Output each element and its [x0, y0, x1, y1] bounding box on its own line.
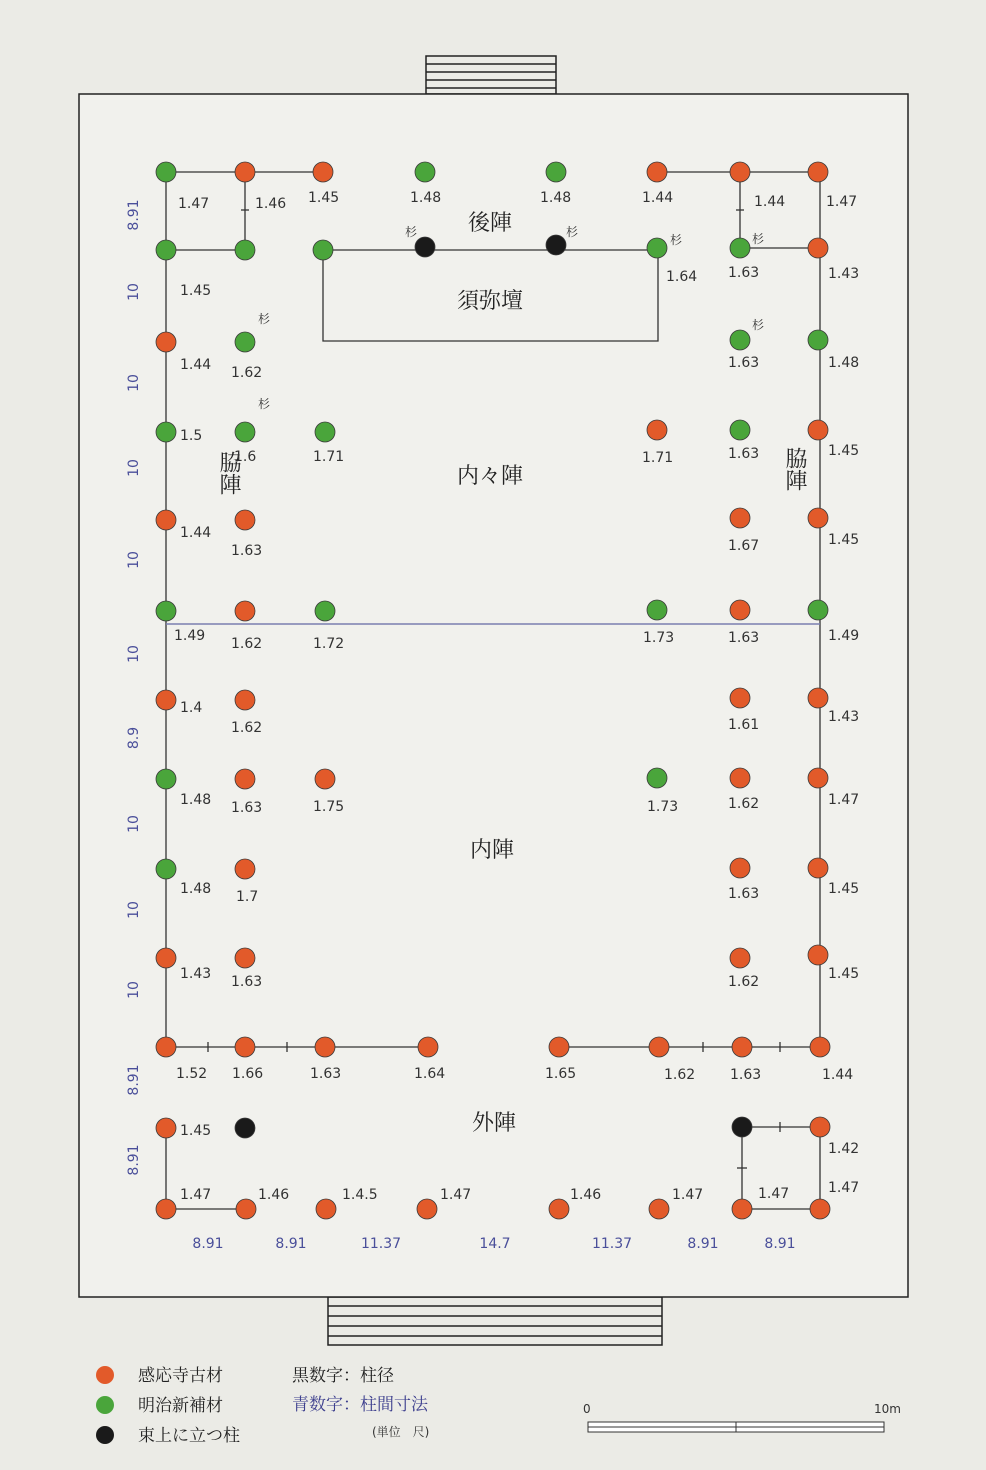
column-old-material: [156, 1118, 176, 1138]
column-old-material: [730, 688, 750, 708]
column-old-material: [647, 420, 667, 440]
spacing-label: 8.91: [192, 1236, 224, 1252]
diameter-label: 1.48: [180, 881, 212, 897]
diameter-label: 1.63: [728, 355, 760, 371]
legend-meiji-material-label: 明治新補材: [138, 1396, 223, 1416]
diameter-label: 1.66: [232, 1066, 264, 1082]
diameter-label: 1.49: [174, 628, 206, 644]
diameter-label: 1.45: [180, 283, 212, 299]
diameter-label: 1.47: [440, 1187, 472, 1203]
diameter-label: 1.6: [234, 449, 257, 465]
column-old-material: [810, 1199, 830, 1219]
column-old-material: [156, 332, 176, 352]
diameter-label: 1.46: [570, 1187, 602, 1203]
diameter-label: 1.62: [664, 1067, 696, 1083]
column-old-material: [730, 858, 750, 878]
column-meiji-material: [156, 859, 176, 879]
sugi-label: 杉: [258, 397, 271, 411]
column-old-material: [730, 768, 750, 788]
sugi-label: 杉: [405, 225, 418, 239]
diameter-label: 1.73: [643, 630, 675, 646]
column-old-material: [649, 1037, 669, 1057]
sugi-label: 杉: [566, 225, 579, 239]
column-old-material: [808, 420, 828, 440]
column-old-material: [549, 1037, 569, 1057]
column-old-material: [810, 1037, 830, 1057]
column-old-material: [808, 238, 828, 258]
column-old-material: [730, 508, 750, 528]
legend-black-numbers: 黒数字：柱径: [292, 1366, 394, 1386]
spacing-label: 10: [126, 981, 142, 999]
column-meiji-material: [313, 240, 333, 260]
sugi-label: 杉: [258, 312, 271, 326]
diameter-label: 1.49: [828, 628, 860, 644]
legend-tsuka-post-label: 束上に立つ柱: [138, 1426, 240, 1446]
diameter-label: 1.48: [540, 190, 572, 206]
diameter-label: 1.7: [236, 889, 259, 905]
diameter-label: 1.44: [180, 525, 212, 541]
column-old-material: [235, 769, 255, 789]
column-meiji-material: [156, 422, 176, 442]
spacing-label: 8.91: [126, 1144, 142, 1176]
diameter-label: 1.44: [642, 190, 674, 206]
spacing-label: 8.91: [126, 1064, 142, 1096]
column-meiji-material: [647, 768, 667, 788]
diameter-label: 1.64: [414, 1066, 446, 1082]
column-old-material: [417, 1199, 437, 1219]
column-tsuka-post: [732, 1117, 752, 1137]
column-old-material: [418, 1037, 438, 1057]
spacing-label: 10: [126, 645, 142, 663]
room-label-nainaijin: 内々陣: [456, 464, 524, 489]
spacing-label: 10: [126, 551, 142, 569]
column-meiji-material: [808, 330, 828, 350]
column-tsuka-post: [235, 1118, 255, 1138]
diameter-label: 1.73: [647, 799, 679, 815]
column-old-material: [316, 1199, 336, 1219]
room-label-shumidan: 須弥壇: [456, 289, 524, 314]
diameter-label: 1.62: [728, 974, 760, 990]
diameter-label: 1.63: [231, 800, 263, 816]
column-meiji-material: [546, 162, 566, 182]
diameter-label: 1.63: [310, 1066, 342, 1082]
diameter-label: 1.48: [180, 792, 212, 808]
column-old-material: [549, 1199, 569, 1219]
legend-meiji-material-swatch: [96, 1396, 114, 1414]
diameter-label: 1.47: [828, 1180, 860, 1196]
diameter-label: 1.75: [313, 799, 345, 815]
column-tsuka-post: [415, 237, 435, 257]
column-meiji-material: [235, 422, 255, 442]
spacing-label: 8.91: [275, 1236, 307, 1252]
rear-steps: [426, 56, 556, 94]
diameter-label: 1.71: [313, 449, 345, 465]
spacing-label: 10: [126, 459, 142, 477]
scale-start-label: 0: [583, 1402, 591, 1416]
spacing-label: 10: [126, 815, 142, 833]
column-meiji-material: [156, 240, 176, 260]
diameter-label: 1.48: [410, 190, 442, 206]
column-old-material: [647, 162, 667, 182]
diameter-label: 1.62: [231, 720, 263, 736]
horizontal-spacing-labels: [192, 1236, 795, 1252]
spacing-label: 11.37: [591, 1236, 633, 1252]
diameter-label: 1.47: [758, 1186, 790, 1202]
column-meiji-material: [808, 600, 828, 620]
diameter-label: 1.65: [545, 1066, 577, 1082]
column-old-material: [315, 769, 335, 789]
legend-old-material-swatch: [96, 1366, 114, 1384]
diameter-label: 1.52: [176, 1066, 208, 1082]
diameter-label: 1.63: [728, 265, 760, 281]
spacing-label: 10: [126, 374, 142, 392]
scale-bar: [583, 1402, 901, 1432]
column-old-material: [235, 510, 255, 530]
diameter-label: 1.44: [180, 357, 212, 373]
column-old-material: [808, 688, 828, 708]
wakijin-left-text: 脇陣: [197, 451, 241, 476]
diameter-label: 1.63: [231, 543, 263, 559]
column-old-material: [156, 1199, 176, 1219]
spacing-label: 8.91: [126, 199, 142, 231]
column-old-material: [235, 859, 255, 879]
sugi-label: 杉: [670, 233, 683, 247]
diameter-label: 1.46: [258, 1187, 290, 1203]
diameter-label: 1.5: [180, 428, 203, 444]
column-old-material: [732, 1037, 752, 1057]
diameter-label: 1.64: [666, 269, 698, 285]
diameter-label: 1.63: [231, 974, 263, 990]
diameter-label: 1.67: [728, 538, 760, 554]
diameter-label: 1.47: [828, 792, 860, 808]
diameter-label: 1.47: [180, 1187, 212, 1203]
column-meiji-material: [235, 332, 255, 352]
spacing-label: 8.9: [126, 726, 142, 750]
diameter-label: 1.71: [642, 450, 674, 466]
diameter-label: 1.62: [231, 365, 263, 381]
column-meiji-material: [156, 601, 176, 621]
column-old-material: [808, 162, 828, 182]
diameter-label: 1.48: [828, 355, 860, 371]
column-meiji-material: [156, 162, 176, 182]
diameter-label: 1.62: [728, 796, 760, 812]
column-old-material: [156, 1037, 176, 1057]
sugi-label: 杉: [752, 232, 765, 246]
spacing-label: 10: [126, 901, 142, 919]
column-old-material: [236, 1199, 256, 1219]
diameter-label: 1.44: [822, 1067, 854, 1083]
spacing-label: 11.37: [360, 1236, 402, 1252]
diameter-label: 1.42: [828, 1141, 860, 1157]
column-meiji-material: [415, 162, 435, 182]
legend: [96, 1366, 429, 1446]
diameter-label: 1.46: [255, 196, 287, 212]
diameter-label: 1.4.5: [342, 1187, 378, 1203]
diameter-label: 1.61: [728, 717, 760, 733]
diameter-label: 1.63: [728, 630, 760, 646]
diameter-label: 1.47: [672, 1187, 704, 1203]
column-old-material: [730, 162, 750, 182]
wakijin-right-text: 脇陣: [763, 447, 807, 472]
legend-old-material-label: 感応寺古材: [138, 1366, 223, 1386]
column-old-material: [732, 1199, 752, 1219]
diameter-label: 1.43: [180, 966, 212, 982]
diameter-label: 1.45: [828, 532, 860, 548]
column-tsuka-post: [546, 235, 566, 255]
diameter-label: 1.62: [231, 636, 263, 652]
column-old-material: [808, 858, 828, 878]
column-old-material: [808, 768, 828, 788]
column-old-material: [156, 690, 176, 710]
diameter-label: 1.47: [178, 196, 210, 212]
diameter-label: 1.45: [828, 443, 860, 459]
diameter-label: 1.44: [754, 194, 786, 210]
room-label-naijin: 内陣: [469, 838, 515, 863]
column-old-material: [235, 1037, 255, 1057]
column-meiji-material: [315, 422, 335, 442]
spacing-label: 8.91: [687, 1236, 719, 1252]
column-meiji-material: [647, 238, 667, 258]
scale-end-label: 10m: [874, 1402, 901, 1416]
column-old-material: [808, 508, 828, 528]
column-meiji-material: [315, 601, 335, 621]
column-old-material: [156, 948, 176, 968]
diameter-label: 1.47: [826, 194, 858, 210]
diameter-label: 1.45: [180, 1123, 212, 1139]
legend-blue-numbers: 青数字：柱間寸法: [292, 1395, 428, 1415]
column-old-material: [235, 690, 255, 710]
room-label-gejin: 外陣: [471, 1111, 517, 1136]
column-meiji-material: [730, 238, 750, 258]
sugi-label: 杉: [752, 318, 765, 332]
diameter-label: 1.45: [828, 966, 860, 982]
spacing-label: 10: [126, 283, 142, 301]
column-old-material: [649, 1199, 669, 1219]
column-old-material: [156, 510, 176, 530]
diameter-label: 1.72: [313, 636, 345, 652]
column-old-material: [730, 600, 750, 620]
column-old-material: [810, 1117, 830, 1137]
diameter-label: 1.63: [728, 446, 760, 462]
column-meiji-material: [730, 330, 750, 350]
column-meiji-material: [156, 769, 176, 789]
column-meiji-material: [647, 600, 667, 620]
column-old-material: [235, 948, 255, 968]
diameter-label: 1.45: [828, 881, 860, 897]
diameter-label: 1.45: [308, 190, 340, 206]
front-steps: [328, 1297, 662, 1345]
spacing-label: 14.7: [479, 1236, 511, 1252]
column-old-material: [235, 162, 255, 182]
column-old-material: [730, 948, 750, 968]
diameter-label: 1.4: [180, 700, 203, 716]
diameter-label: 1.63: [730, 1067, 762, 1083]
legend-unit: (単位 尺): [372, 1425, 430, 1439]
spacing-label: 8.91: [764, 1236, 796, 1252]
column-meiji-material: [235, 240, 255, 260]
legend-tsuka-post-swatch: [96, 1426, 114, 1444]
diameter-label: 1.43: [828, 266, 860, 282]
column-meiji-material: [730, 420, 750, 440]
room-label-gojin: 後陣: [467, 211, 513, 236]
column-old-material: [235, 601, 255, 621]
column-old-material: [313, 162, 333, 182]
diameter-label: 1.63: [728, 886, 760, 902]
diameter-label: 1.43: [828, 709, 860, 725]
column-old-material: [315, 1037, 335, 1057]
column-old-material: [808, 945, 828, 965]
